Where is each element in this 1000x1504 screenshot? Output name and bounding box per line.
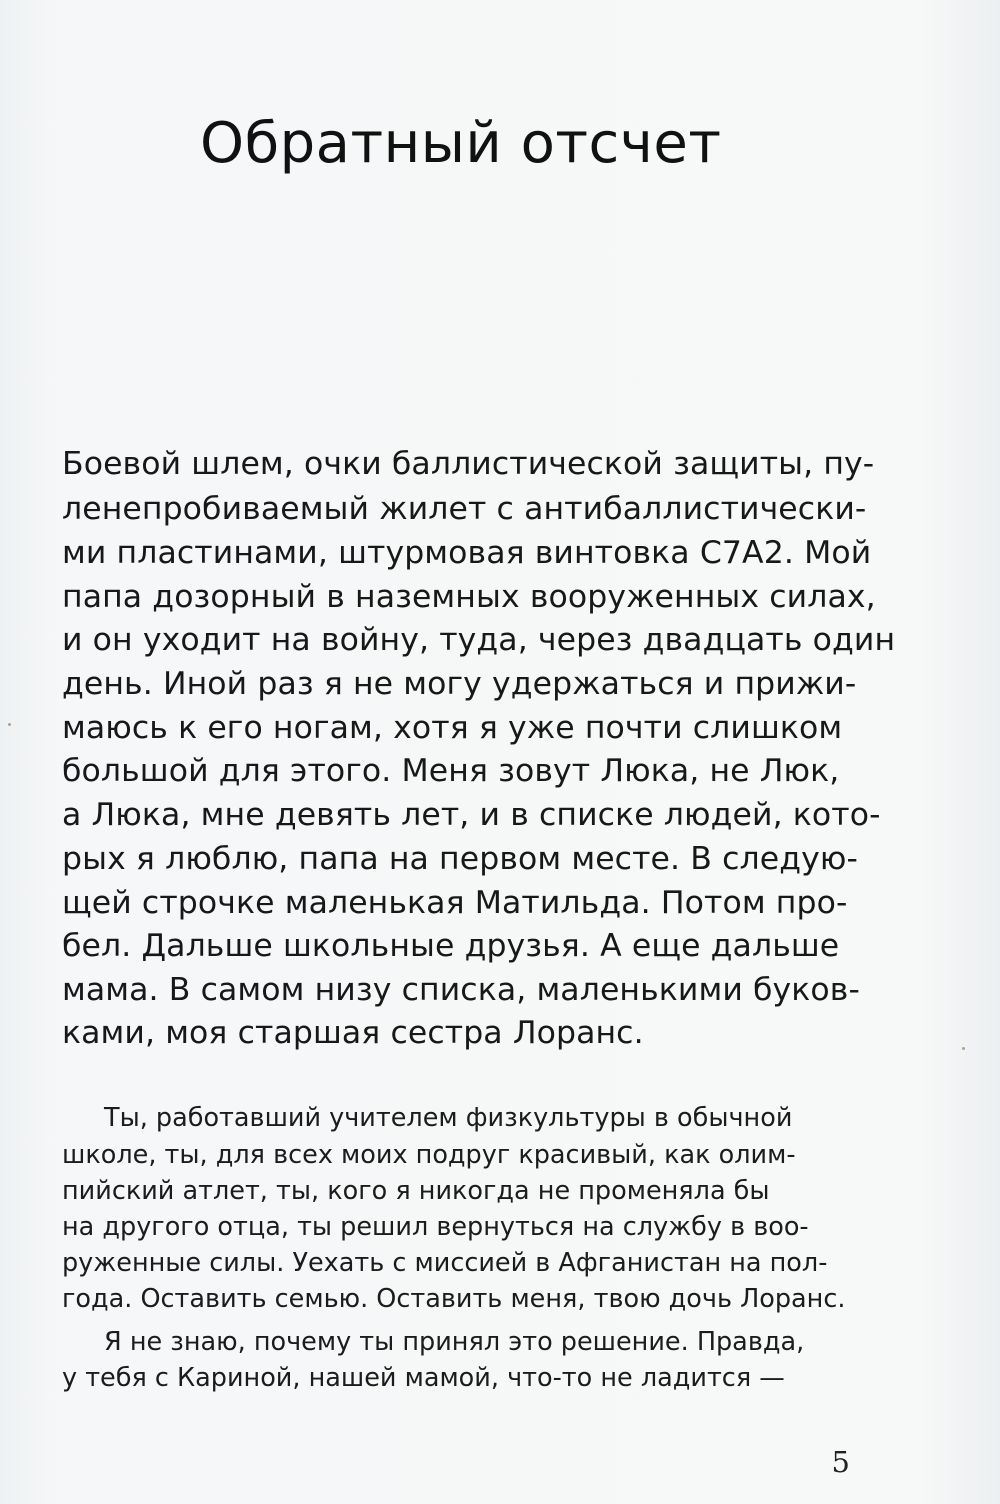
text-line: года. Оставить семью. Оставить меня, твою дочь Лоранс. — [62, 1284, 846, 1314]
text-line: ми пластинами, штурмовая винтовка С7А2. Мой — [62, 535, 872, 571]
paper-speck — [962, 1047, 965, 1050]
text-line: бел. Дальше школьные друзья. А еще дальше — [62, 928, 840, 964]
text-line: день. Иной раз я не могу удержаться и прижи- — [62, 666, 857, 702]
text-line: маюсь к его ногам, хотя я уже почти слишком — [62, 710, 843, 746]
text-line: большой для этого. Меня зовут Люка, не Люк, — [62, 753, 840, 789]
chapter-title: Обратный отсчет — [200, 111, 722, 176]
text-line: а Люка, мне девять лет, и в списке людей, кото- — [62, 797, 881, 833]
text-line: на другого отца, ты решил вернуться на службу в воо- — [62, 1212, 809, 1242]
text-line: Ты, работавший учителем физкультуры в обычной — [104, 1103, 793, 1133]
text-line: ленепробиваемый жилет с антибаллистически- — [62, 491, 867, 527]
text-line: и он уходит на войну, туда, через двадцать один — [62, 622, 896, 658]
page-number: 5 — [831, 1445, 850, 1479]
text-line: папа дозорный в наземных вооруженных силах, — [62, 579, 876, 615]
text-line: руженные силы. Уехать с миссией в Афганистан на пол- — [62, 1248, 828, 1278]
text-line: щей строчке маленькая Матильда. Потом про- — [62, 885, 848, 921]
text-line: Я не знаю, почему ты принял это решение. Правда, — [104, 1327, 805, 1357]
text-line: у тебя с Кариной, нашей мамой, что-то не ладится — — [62, 1363, 785, 1393]
paper-speck — [8, 723, 11, 726]
text-line: Боевой шлем, очки баллистической защиты, пу- — [62, 446, 875, 482]
text-line: рых я люблю, папа на первом месте. В следую- — [62, 841, 858, 877]
text-line: школе, ты, для всех моих подруг красивый, как олим- — [62, 1140, 796, 1170]
text-line: пийский атлет, ты, кого я никогда не променяла бы — [62, 1176, 770, 1206]
text-line: мама. В самом низу списка, маленькими буков- — [62, 972, 860, 1008]
text-line: ками, моя старшая сестра Лоранс. — [62, 1015, 644, 1051]
